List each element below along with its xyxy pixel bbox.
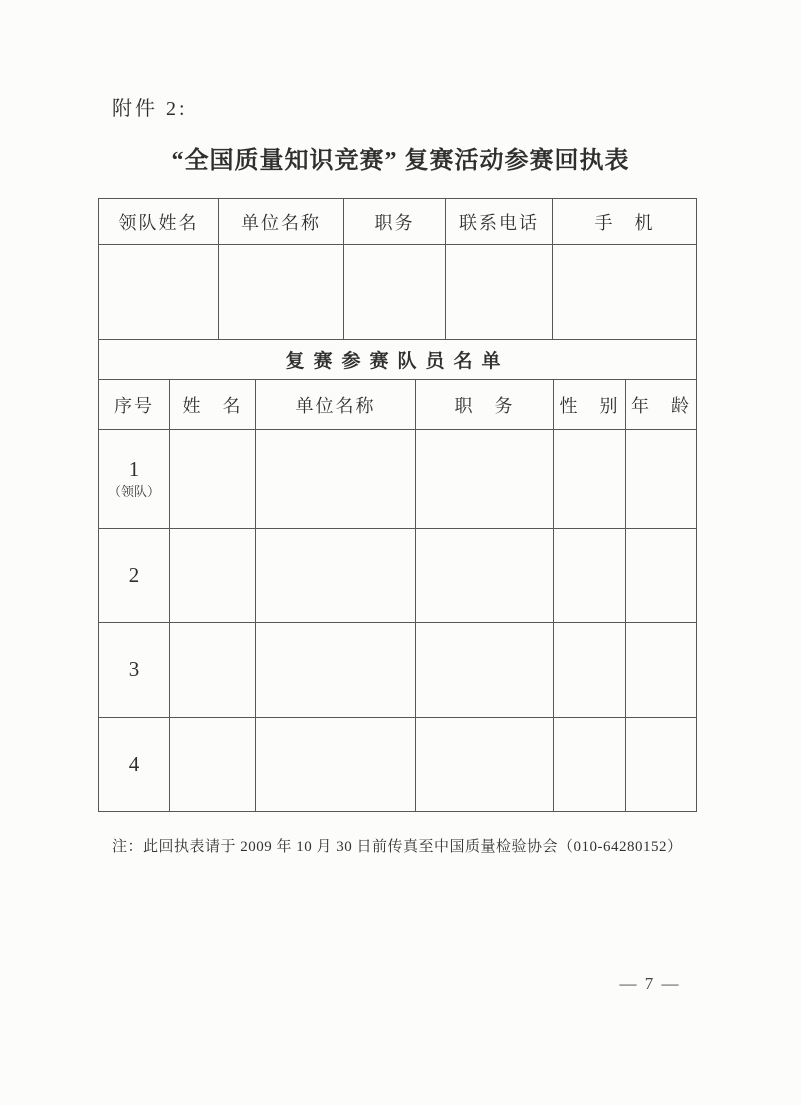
roster-row-2-age bbox=[626, 529, 696, 623]
roster-row-1-name bbox=[170, 430, 256, 529]
leader-value-name bbox=[99, 245, 219, 340]
row-number: 4 bbox=[128, 751, 140, 776]
leader-value-position bbox=[344, 245, 446, 340]
footnote: 注：此回执表请于 2009 年 10 月 30 日前传真至中国质量检验协会（010-64280152） bbox=[112, 839, 683, 855]
roster-row-1-position bbox=[416, 430, 554, 529]
row-number: 1 bbox=[128, 457, 140, 482]
roster-row-1-unit bbox=[256, 430, 416, 529]
leader-header-name: 领队姓名 bbox=[99, 199, 219, 245]
attachment-label: 附件 2: bbox=[112, 98, 188, 120]
roster-row-4-age bbox=[626, 718, 696, 811]
roster-header-no: 序号 bbox=[99, 380, 170, 430]
leader-header-position: 职务 bbox=[344, 199, 446, 245]
roster-row-3-unit bbox=[256, 623, 416, 718]
page-title: “全国质量知识竞赛” 复赛活动参赛回执表 bbox=[171, 148, 630, 174]
leader-header-unit: 单位名称 bbox=[219, 199, 344, 245]
leader-header-phone: 联系电话 bbox=[446, 199, 553, 245]
roster-row-2-name bbox=[170, 529, 256, 623]
roster-table bbox=[99, 380, 696, 811]
roster-row-1-number bbox=[99, 430, 170, 529]
roster-header-name: 姓 名 bbox=[170, 380, 256, 430]
leader-table bbox=[99, 199, 696, 340]
roster-row-4-name bbox=[170, 718, 256, 811]
roster-row-4-number bbox=[99, 718, 170, 811]
roster-row-3-age bbox=[626, 623, 696, 718]
roster-section-title: 复赛参赛队员名单 bbox=[99, 340, 696, 380]
roster-row-4-gender bbox=[554, 718, 626, 811]
leader-header-mobile: 手 机 bbox=[553, 199, 696, 245]
roster-row-2-number bbox=[99, 529, 170, 623]
roster-row-2-position bbox=[416, 529, 554, 623]
row-number: 3 bbox=[128, 657, 140, 682]
roster-row-3-name bbox=[170, 623, 256, 718]
roster-header-age: 年 龄 bbox=[626, 380, 696, 430]
leader-value-unit bbox=[219, 245, 344, 340]
leader-value-phone bbox=[446, 245, 553, 340]
roster-row-1-age bbox=[626, 430, 696, 529]
roster-header-unit: 单位名称 bbox=[256, 380, 416, 430]
roster-header-gender: 性 别 bbox=[554, 380, 626, 430]
receipt-form-table bbox=[98, 198, 697, 812]
page-number: — 7 — bbox=[619, 974, 681, 993]
roster-row-1-gender bbox=[554, 430, 626, 529]
leader-value-mobile bbox=[553, 245, 696, 340]
roster-row-3-number bbox=[99, 623, 170, 718]
roster-header-position: 职 务 bbox=[416, 380, 554, 430]
roster-row-3-position bbox=[416, 623, 554, 718]
roster-row-2-gender bbox=[554, 529, 626, 623]
roster-row-3-gender bbox=[554, 623, 626, 718]
roster-row-4-unit bbox=[256, 718, 416, 811]
row-number: 2 bbox=[128, 562, 140, 587]
row-number-sublabel: （领队） bbox=[107, 484, 160, 500]
roster-row-2-unit bbox=[256, 529, 416, 623]
roster-row-4-position bbox=[416, 718, 554, 811]
